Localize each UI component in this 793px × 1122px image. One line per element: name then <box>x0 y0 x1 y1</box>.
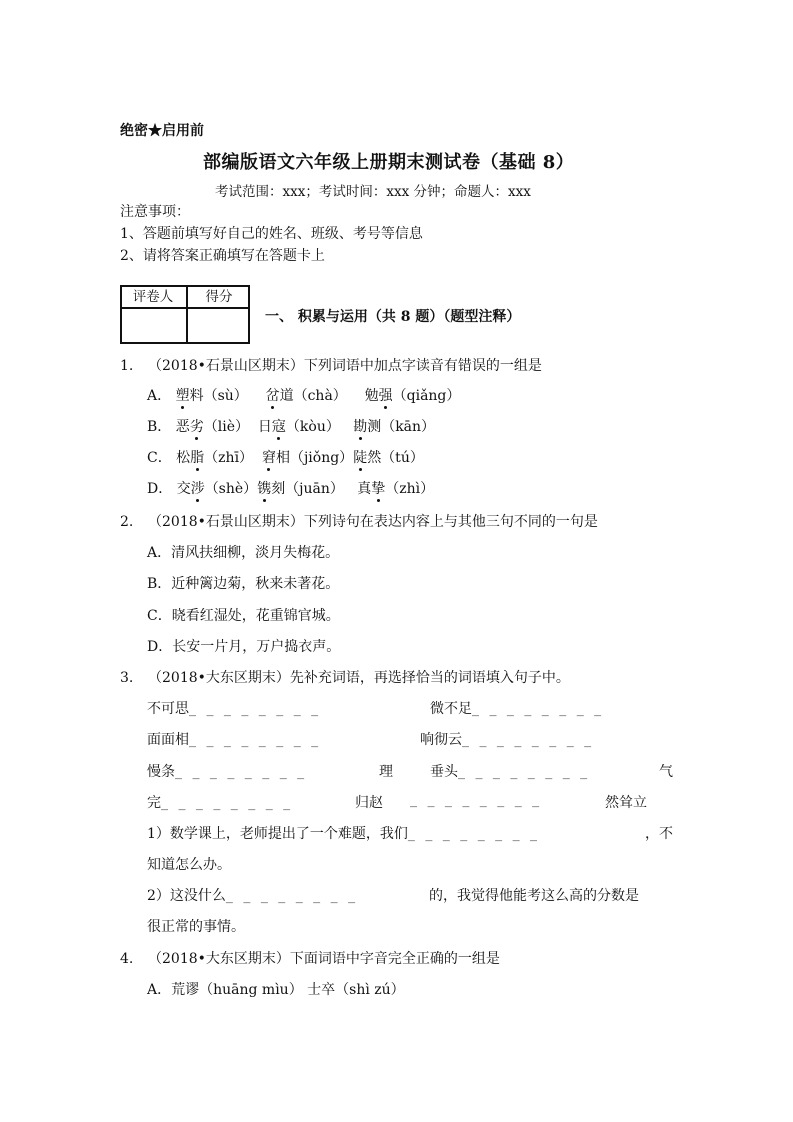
blank-field[interactable]: _ _ _ _ _ _ _ _ <box>175 764 308 780</box>
blank-field[interactable]: _ _ _ _ _ _ _ _ <box>225 888 359 904</box>
question-number: 4. <box>120 951 134 967</box>
question-2 <box>120 511 598 531</box>
option-1a[interactable] <box>147 385 460 405</box>
blank-field[interactable]: _ _ _ _ _ _ _ _ <box>161 795 294 811</box>
confidential-label: 绝密★启用前 <box>120 123 204 139</box>
notes-heading: 注意事项： <box>120 204 190 220</box>
option-1d[interactable] <box>147 478 434 498</box>
option-1b[interactable] <box>147 416 435 436</box>
blank-field[interactable]: _ _ _ _ _ _ _ _ <box>462 732 595 748</box>
fill-word-suffix: 理 <box>379 764 393 780</box>
option-label: A． <box>147 388 172 404</box>
word: 交涉（shè） <box>177 481 258 497</box>
fill-word-suffix: 气 <box>659 764 673 780</box>
fill-word: 慢条_ _ _ _ _ _ _ _ <box>147 764 308 780</box>
score-table <box>120 285 250 344</box>
word: 日寇（kòu） <box>258 419 340 435</box>
fill-word: 完_ _ _ _ _ _ _ _ <box>147 795 294 811</box>
grader-cell[interactable] <box>122 309 184 342</box>
sentence-1-cont: 知道怎么办。 <box>147 857 231 873</box>
option-4a[interactable]: A．荒谬（huāng mìu） 士卒（shì zú） <box>147 982 405 998</box>
note-item: 1、答题前填写好自己的姓名、班级、考号等信息 <box>120 226 423 242</box>
fill-word: 微不足_ _ _ _ _ _ _ _ <box>430 701 605 717</box>
word: 勉强（qiǎng） <box>365 388 461 404</box>
option-label: D． <box>147 481 173 497</box>
sentence-1-end: ，不 <box>645 826 673 842</box>
question-number: 2. <box>120 514 134 530</box>
word: 窘相（jiǒng） <box>262 450 353 466</box>
fill-word-suffix: 归赵 <box>355 795 383 811</box>
fill-word: 响彻云_ _ _ _ _ _ _ _ <box>420 732 595 748</box>
blank-field[interactable]: _ _ _ _ _ _ _ _ <box>410 792 543 808</box>
question-4 <box>120 948 500 968</box>
option-2d[interactable]: D．长安一片月，万户捣衣声。 <box>147 639 341 655</box>
option-2c[interactable]: C．晓看红湿处，花重锦官城。 <box>147 608 340 624</box>
question-number: 3. <box>120 670 134 686</box>
word: 恶劣（liè） <box>176 419 249 435</box>
question-3 <box>120 667 570 687</box>
word: 岔道（chà） <box>266 388 347 404</box>
option-2b[interactable]: B．近种篱边菊，秋来未著花。 <box>147 576 340 592</box>
score-header: 得分 <box>205 289 233 305</box>
sentence-1: 1）数学课上，老师提出了一个难题，我们_ _ _ _ _ _ _ _ <box>147 826 541 842</box>
blank-field[interactable]: _ _ _ _ _ _ _ _ <box>189 732 322 748</box>
sentence-2-end: 的，我觉得他能考这么高的分数是 <box>429 888 639 904</box>
question-number: 1. <box>120 358 134 374</box>
question-text: （2018•石景山区期末）下列词语中加点字读音有错误的一组是 <box>148 358 542 374</box>
question-1 <box>120 355 542 375</box>
option-label: C． <box>147 450 172 466</box>
word: 松脂（zhī） <box>176 450 253 466</box>
page-title: 部编版语文六年级上册期末测试卷（基础 8） <box>203 152 575 173</box>
fill-word: 垂头_ _ _ _ _ _ _ _ <box>430 764 591 780</box>
blank-field[interactable]: _ _ _ _ _ _ _ _ <box>472 701 605 717</box>
fill-word-suffix: 然耸立 <box>605 795 647 811</box>
section-title: 一、 积累与运用（共 8 题）（题型注释） <box>265 309 521 325</box>
grader-header: 评卷人 <box>132 289 174 305</box>
exam-meta: 考试范围：xxx；考试时间：xxx 分钟；命题人：xxx <box>215 184 531 200</box>
question-text: （2018•石景山区期末）下列诗句在表达内容上与其他三句不同的一句是 <box>148 514 598 530</box>
blank-field[interactable]: _ _ _ _ _ _ _ _ <box>407 826 541 842</box>
option-1c[interactable] <box>147 447 424 467</box>
word: 镌刻（juān） <box>257 481 344 497</box>
question-text: （2018•大东区期末）先补充词语，再选择恰当的词语填入句子中。 <box>148 670 570 686</box>
note-item: 2、请将答案正确填写在答题卡上 <box>120 248 325 264</box>
option-2a[interactable]: A．清风扶细柳，淡月失梅花。 <box>147 545 340 561</box>
option-label: B． <box>147 419 172 435</box>
word: 真挚（zhì） <box>357 481 434 497</box>
sentence-2: 2）这没什么_ _ _ _ _ _ _ _ <box>147 888 359 904</box>
word: 陡然（tú） <box>353 450 424 466</box>
score-cell[interactable] <box>188 309 250 342</box>
word: 勘测（kān） <box>353 419 435 435</box>
sentence-2-cont: 很正常的事情。 <box>147 919 245 935</box>
question-text: （2018•大东区期末）下面词语中字音完全正确的一组是 <box>148 951 500 967</box>
fill-word: 面面相_ _ _ _ _ _ _ _ <box>147 732 322 748</box>
blank-field[interactable]: _ _ _ _ _ _ _ _ <box>458 764 591 780</box>
blank-field[interactable]: _ _ _ _ _ _ _ _ <box>189 701 322 717</box>
word: 塑料（sù） <box>176 388 248 404</box>
fill-word: 不可思_ _ _ _ _ _ _ _ <box>147 701 322 717</box>
